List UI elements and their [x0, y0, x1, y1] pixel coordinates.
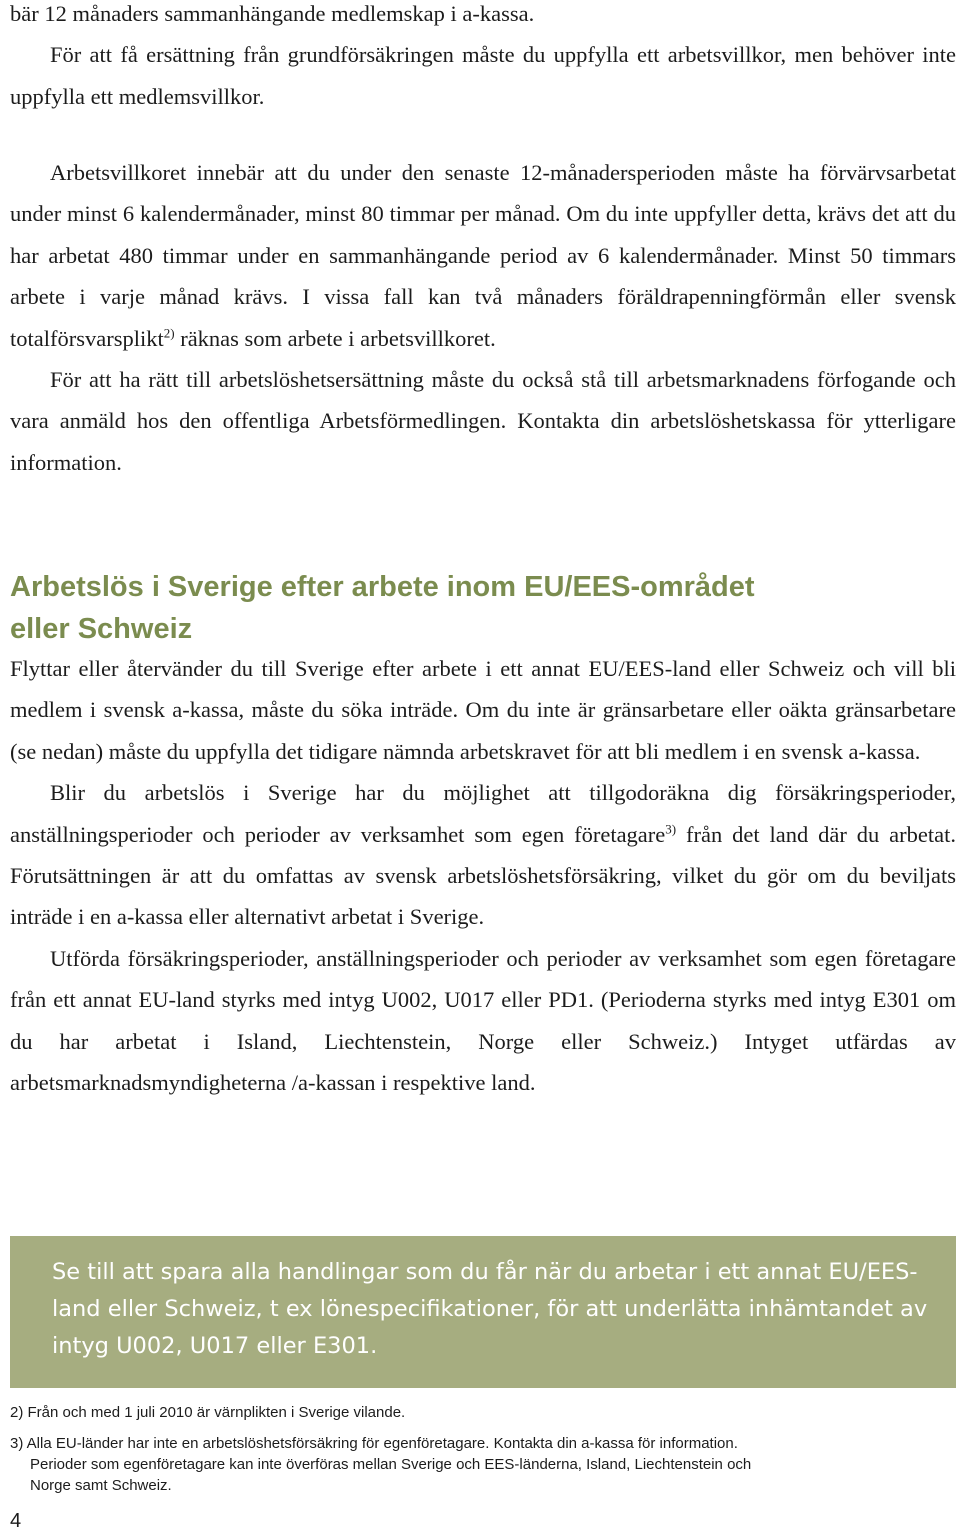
paragraph-basic-insurance: För att få ersättning från grundförsäkringen måste du uppfylla ett arbetsvillkor, men behöver inte uppfylla ett medlemsvillkor.: [10, 42, 956, 109]
work-condition-text-block: [10, 152, 956, 483]
paragraph-labor-market: För att ha rätt till arbetslöshetsersättning måste du också stå till arbetsmarknadens förfogande och vara anmäld hos den offentliga Arbetsförmedlingen. Kontakta din arbetslöshetskassa för ytterligare information.: [10, 367, 956, 475]
work-condition-text-end: räknas som arbete i arbetsvillkoret.: [174, 325, 496, 351]
intro-text-block: [10, 0, 956, 117]
tip-text: Se till att spara alla handlingar som du får när du arbetar i ett annat EU/EES-land eller Schweiz, t ex lönespecifikationer, för att underlätta inhämtandet av intyg U002, U017 eller E301.: [52, 1259, 928, 1359]
paragraph-work-condition: [10, 152, 956, 359]
unemployed-text-end: från det land där du arbetat. Förutsättningen är att du omfattas av svensk arbetslöshetsförsäkring, vilket du gör om du beviljats inträde i en a-kassa eller alternativt arbetat i Sverige.: [10, 821, 957, 930]
paragraph-moving-back: Flyttar eller återvänder du till Sverige efter arbete i ett annat EU/EES-land eller Schweiz och vill bli medlem i svensk a-kassa, måste du söka inträde. Om du inte är gränsarbetare eller oäkta gränsarbetare (se nedan) måste du uppfylla det tidigare nämnda arbetskravet för att bli medlem i en svensk a-kassa.: [10, 656, 956, 764]
page-number: 4: [10, 1510, 22, 1532]
footnote-3: 3) Alla EU-länder har inte en arbetslöshetsförsäkring för egenföretagare. Kontakta din a-kassa för information. Perioder som egenföretagare kan inte överföras mellan Sverige och EES-länderna, Island, Liechtenstein och Norge samt Schweiz.: [10, 1435, 752, 1494]
section-heading: [10, 566, 910, 650]
footnote-ref-3: 3): [665, 821, 677, 837]
footnote-ref-2: 2): [163, 325, 175, 341]
paragraph-certificates: Utförda försäkringsperioder, anställningsperioder och perioder av verksamhet som egen företagare från ett annat EU-land styrks med intyg U002, U017 eller PD1. (Perioderna styrks med intyg E301 om du har arbetat i Island, Liechtenstein, Norge eller Schweiz.) Intyget utfärdas av arbetsmarknadsmyndigheterna /a-kassan i respektive land.: [10, 945, 956, 1096]
paragraph-unemployed-in-sweden: [10, 772, 956, 938]
tip-box: [10, 1236, 956, 1388]
section-text-block: [10, 648, 956, 1103]
work-condition-text: Arbetsvillkoret innebär att du under den senaste 12-månadersperioden måste ha förvärvsarbetat under minst 6 kalendermånader, minst 80 timmar per månad. Om du inte uppfyller detta, krävs det att du har arbetat 480 timmar under en sammanhängande period av 6 kalendermånader. Minst 50 timmars arbete i varje månad krävs. I vissa fall kan två månaders föräldrapenningförmån eller svensk totalförsvarsplikt: [10, 160, 956, 351]
footnote-2: 2) Från och med 1 juli 2010 är värnplikten i Sverige vilande.: [10, 1404, 406, 1421]
paragraph-membership: bär 12 månaders sammanhängande medlemskap i a-kassa.: [10, 1, 535, 26]
section-heading-line-1: Arbetslös i Sverige efter arbete inom EU/EES-området: [10, 571, 755, 603]
section-heading-line-2: eller Schweiz: [10, 613, 193, 645]
unemployed-text: Blir du arbetslös i Sverige har du möjlighet att tillgodoräkna dig försäkringsperioder, anställningsperioder och perioder av verksamhet som egen företagare: [10, 780, 956, 847]
